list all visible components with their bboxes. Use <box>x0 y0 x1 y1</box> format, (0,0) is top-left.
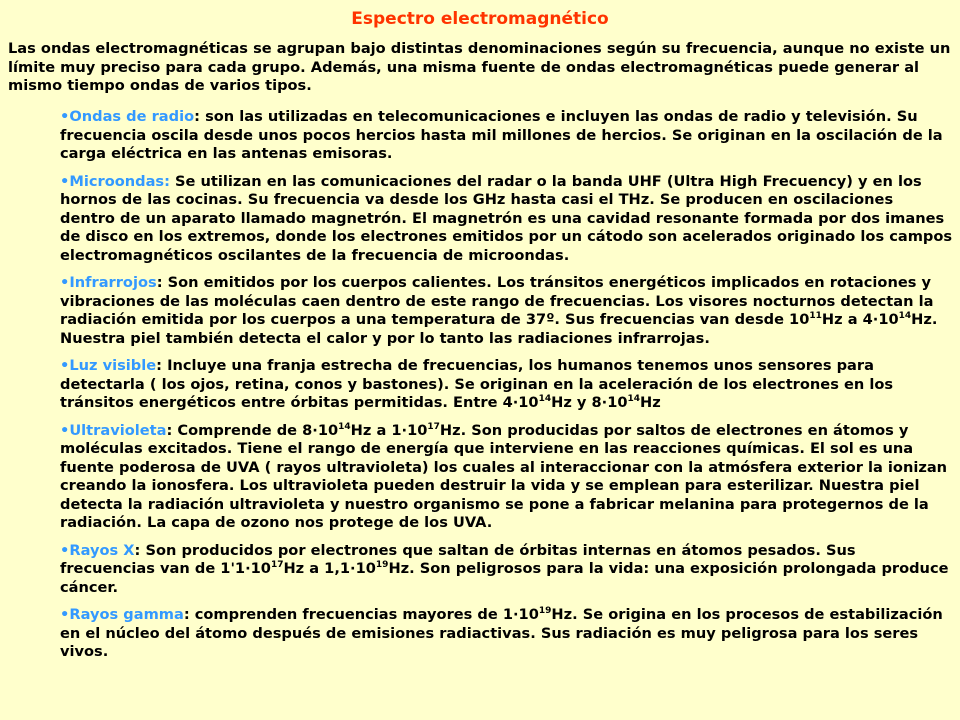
spectrum-item <box>60 542 953 598</box>
description-text: Hz. Son producidas por saltos de electrones en átomos y moléculas excitados. Tiene el rango de energía que interviene en las reacciones químicas. El sol es una fuente poderosa de UVA ( rayos ultravioleta) los cuales al interaccionar con la atmósfera exterior la ionizan creando la ionosfera. Los ultravioleta pueden destruir la vida y se emplean para esterilizar. Nuestra piel detecta la radiación ultravioleta y nuestro organismo se pone a fabricar melanina para protegernos de la radiación. La capa de ozono nos protege de los UVA. <box>60 421 948 531</box>
page-title: Espectro electromagnético <box>351 9 609 29</box>
exponent: 14 <box>627 394 641 404</box>
description-text: Son producidos por electrones que saltan de órbitas internas en átomos pesados. Sus frecuencias van de 1'1·10 <box>60 541 856 577</box>
spectrum-term: Ondas de radio <box>69 108 195 125</box>
term-separator: : <box>166 421 173 439</box>
term-separator: : <box>134 541 141 559</box>
description-text: Hz a 1,1·10 <box>283 560 376 577</box>
spectrum-item <box>60 274 953 348</box>
term-separator: : <box>156 274 163 291</box>
description-text: Incluye una franja estrecha de frecuencias, los humanos tenemos unos sensores para detectarla ( los ojos, retina, conos y bastones). Se originan en la aceleración de los electrones en los tránsitos energéticos entre órbitas permitidas. Entre 4·10 <box>60 357 894 411</box>
description-text: Comprende de 8·10 <box>172 421 339 439</box>
bullet-icon: • <box>60 421 70 439</box>
bullet-icon: • <box>60 357 70 374</box>
term-separator: : <box>183 606 190 623</box>
exponent: 14 <box>338 421 351 432</box>
description-text: comprenden frecuencias mayores de 1·10 <box>189 606 539 623</box>
spectrum-item <box>60 108 953 164</box>
exponent: 17 <box>270 560 284 570</box>
spectrum-term: Ultravioleta <box>69 421 167 439</box>
description-text: Hz y 8·10 <box>551 394 628 411</box>
description-text: Hz <box>640 394 661 411</box>
bullet-icon: • <box>60 108 70 125</box>
spectrum-term: Rayos X <box>69 541 135 559</box>
bullet-icon: • <box>60 274 70 291</box>
spectrum-term: Luz visible <box>69 357 157 374</box>
bullet-icon: • <box>60 172 70 190</box>
spectrum-item <box>60 357 953 413</box>
spectrum-item <box>60 606 953 662</box>
description-text: Se utilizan en las comunicaciones del radar o la banda UHF (Ultra High Frecuency) y en los hornos de las cocinas. Su frecuencia va desde los GHz hasta casi el THz. Se producen en oscilaciones dentro de un aparato llamado magnetrón. El magnetrón es una cavidad resonante formada por dos imanes de disco en los extremos, donde los electrones emitidos por un cátodo son acelerados originado los campos electromagnéticos oscilantes de la frecuencia de microondas. <box>60 172 953 264</box>
bullet-icon: • <box>60 606 70 623</box>
spectrum-list <box>60 108 953 671</box>
description-text: Hz a 4·10 <box>821 311 899 328</box>
term-separator: : <box>194 108 200 125</box>
exponent: 17 <box>427 421 440 432</box>
term-separator: : <box>156 357 162 374</box>
exponent: 19 <box>538 606 552 616</box>
spectrum-term: Infrarrojos <box>69 274 157 291</box>
description-text: son las utilizadas en telecomunicaciones e incluyen las ondas de radio y televisión. Su frecuencia oscila desde unos pocos hercios hasta mil millones de hercios. Se originan en la oscilación de la carga eléctrica en las antenas emisoras. <box>60 108 943 162</box>
spectrum-term: Microondas: <box>69 172 170 190</box>
exponent: 14 <box>538 394 552 404</box>
description-text: Hz. Son peligrosos para la vida: una exposición prolongada produce cáncer. <box>60 560 949 596</box>
description-text: Son emitidos por los cuerpos calientes. Los tránsitos energéticos implicados en rotaciones y vibraciones de las moléculas caen dentro de este rango de frecuencias. Los visores nocturnos detectan la radiación emitida por los cuerpos a una temperatura de 37º. Sus frecuencias van desde 10 <box>60 274 934 328</box>
bullet-icon: • <box>60 541 70 559</box>
exponent: 19 <box>375 560 389 570</box>
intro-paragraph: Las ondas electromagnéticas se agrupan bajo distintas denominaciones según su frecuencia, aunque no existe un límite muy preciso para cada grupo. Además, una misma fuente de ondas electromagnéticas puede generar al mismo tiempo ondas de varios tipos. <box>8 40 951 94</box>
description-text: Hz a 1·10 <box>350 421 428 439</box>
description-text: Hz. Nuestra piel también detecta el calor y por lo tanto las radiaciones infrarrojas. <box>60 311 938 347</box>
spectrum-item <box>60 173 953 266</box>
spectrum-term: Rayos gamma <box>69 606 184 623</box>
exponent: 14 <box>898 311 912 321</box>
spectrum-item <box>60 422 953 533</box>
description-text: Hz. Se origina en los procesos de estabilización en el núcleo del átomo después de emisiones radiactivas. Sus radiación es muy peligrosa para los seres vivos. <box>60 606 943 660</box>
exponent: 11 <box>809 311 822 321</box>
